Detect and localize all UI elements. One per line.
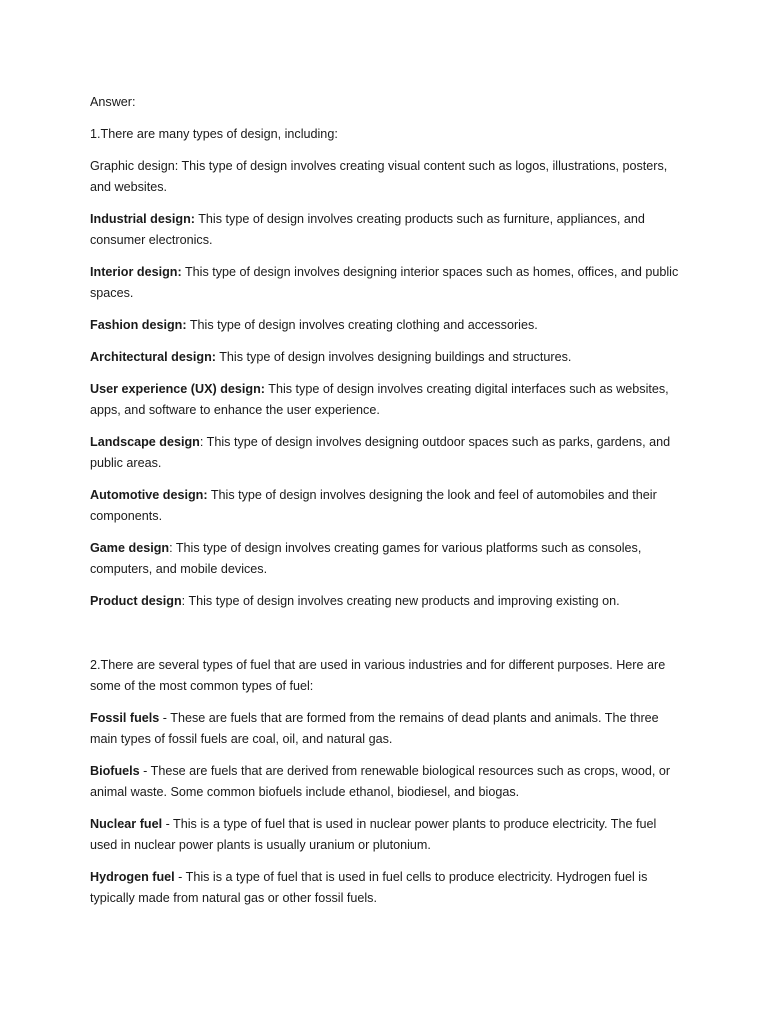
- design-item-game: [90, 538, 682, 580]
- design-term: Architectural design:: [90, 350, 216, 364]
- fuel-term: Nuclear fuel: [90, 817, 163, 831]
- design-item-fashion: [90, 315, 682, 336]
- fuel-item-hydrogen: [90, 867, 682, 909]
- design-item-landscape: [90, 432, 682, 474]
- design-item-product: [90, 591, 682, 612]
- fuel-description: - These are fuels that are formed from the remains of dead plants and animals. The three main types of fossil fuels are coal, oil, and natural gas.: [90, 711, 659, 746]
- design-term: User experience (UX) design:: [90, 382, 265, 396]
- fuel-item-fossil: [90, 708, 682, 750]
- design-term: Product design: [90, 594, 182, 608]
- document-page: [90, 92, 682, 920]
- design-item-interior: [90, 262, 682, 304]
- answer-label: Answer:: [90, 95, 136, 109]
- design-description: : This type of design involves creating new products and improving existing on.: [181, 594, 620, 608]
- design-term: Industrial design:: [90, 212, 195, 226]
- design-description: : This type of design involves creating games for various platforms such as consoles, computers, and mobile devices.: [90, 541, 642, 576]
- design-description: This type of design involves designing buildings and structures.: [215, 350, 572, 364]
- fuel-term: Biofuels: [90, 764, 140, 778]
- design-description: Graphic design: This type of design involves creating visual content such as logos, illustrations, posters, and websites.: [90, 159, 668, 194]
- fuel-term: Fossil fuels: [90, 711, 160, 725]
- design-item-ux: [90, 379, 682, 421]
- fuel-item-nuclear: [90, 814, 682, 856]
- design-description: : This type of design involves designing outdoor spaces such as parks, gardens, and public areas.: [90, 435, 671, 470]
- fuel-term: Hydrogen fuel: [90, 870, 175, 884]
- design-item-industrial: [90, 209, 682, 251]
- design-term: Automotive design:: [90, 488, 208, 502]
- fuel-description: - This is a type of fuel that is used in nuclear power plants to produce electricity. The fuel used in nuclear power plants is usually uranium or plutonium.: [90, 817, 657, 852]
- design-description: This type of design involves creating products such as furniture, appliances, and consumer electronics.: [90, 212, 645, 247]
- design-term: Landscape design: [90, 435, 200, 449]
- fuel-item-biofuels: [90, 761, 682, 803]
- design-term: Fashion design:: [90, 318, 187, 332]
- design-term: Interior design:: [90, 265, 182, 279]
- design-item-architectural: [90, 347, 682, 368]
- design-term: Game design: [90, 541, 170, 555]
- section-spacer: [90, 623, 682, 655]
- design-item-graphic: [90, 156, 682, 198]
- design-item-automotive: [90, 485, 682, 527]
- design-description: This type of design involves designing the look and feel of automobiles and their components.: [90, 488, 657, 523]
- design-description: This type of design involves creating clothing and accessories.: [186, 318, 538, 332]
- fuel-description: - This is a type of fuel that is used in fuel cells to produce electricity. Hydrogen fuel is typically made from natural gas or other fossil fuels.: [90, 870, 648, 905]
- fuel-description: - These are fuels that are derived from renewable biological resources such as crops, wood, or animal waste. Some common biofuels include ethanol, biodiesel, and biogas.: [90, 764, 671, 799]
- section2-intro: 2.There are several types of fuel that are used in various industries and for different purposes. Here are some of the most common types of fuel:: [90, 658, 666, 693]
- design-description: This type of design involves creating digital interfaces such as websites, apps, and software to enhance the user experience.: [90, 382, 669, 417]
- section1-intro: 1.There are many types of design, including:: [90, 127, 338, 141]
- design-description: This type of design involves designing interior spaces such as homes, offices, and public spaces.: [90, 265, 679, 300]
